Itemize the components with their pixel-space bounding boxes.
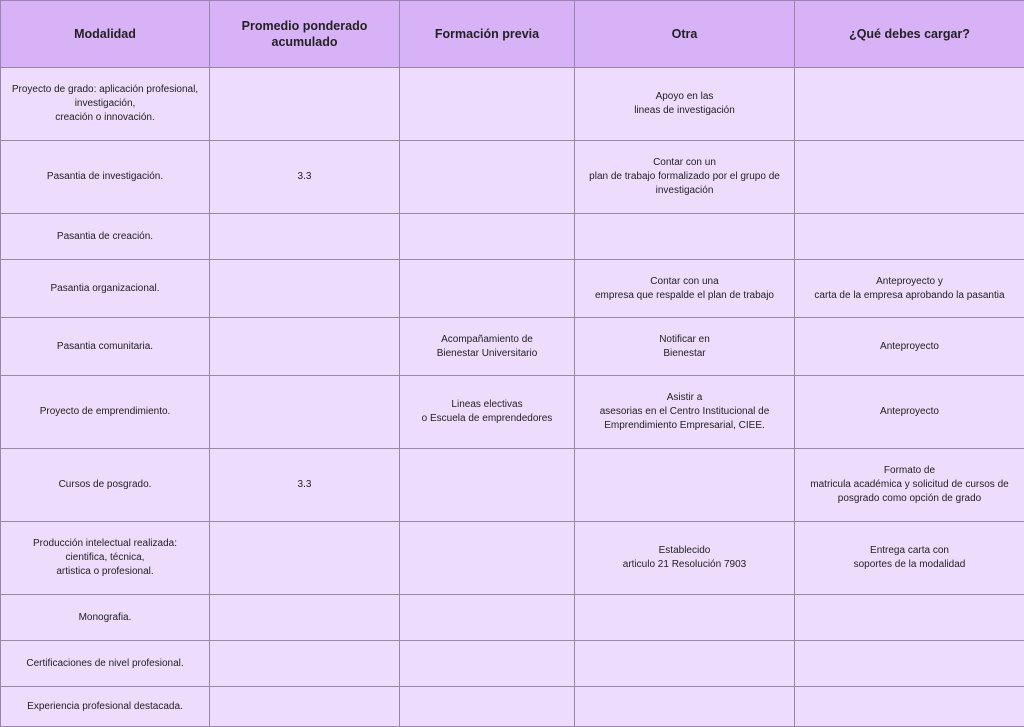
cell-formacion — [400, 68, 575, 141]
cell-otra: Contar con un plan de trabajo formalizado por el grupo de investigación — [575, 141, 795, 214]
cell-modalidad: Pasantia de creación. — [1, 214, 210, 260]
cell-modalidad: Pasantia comunitaria. — [1, 318, 210, 376]
cell-cargar: Formato de matricula académica y solicitud de cursos de posgrado como opción de grado — [795, 449, 1024, 522]
cell-formacion — [400, 687, 575, 727]
cell-otra — [575, 595, 795, 641]
cell-promedio: 3.3 — [210, 449, 400, 522]
table-row — [1, 214, 1024, 260]
cell-cargar — [795, 214, 1024, 260]
cell-modalidad: Producción intelectual realizada: cientifica, técnica, artistica o profesional. — [1, 522, 210, 595]
cell-formacion — [400, 214, 575, 260]
cell-otra: Contar con una empresa que respalde el plan de trabajo — [575, 260, 795, 318]
table-row — [1, 595, 1024, 641]
cell-modalidad: Monografia. — [1, 595, 210, 641]
table-row — [1, 68, 1024, 141]
header-formacion-previa: Formación previa — [400, 1, 575, 68]
cell-formacion: Lineas electivas o Escuela de emprendedores — [400, 376, 575, 449]
table-row — [1, 141, 1024, 214]
cell-formacion — [400, 141, 575, 214]
cell-formacion — [400, 595, 575, 641]
cell-otra — [575, 641, 795, 687]
table-row — [1, 260, 1024, 318]
table-row — [1, 449, 1024, 522]
header-que-debes-cargar: ¿Qué debes cargar? — [795, 1, 1024, 68]
cell-promedio — [210, 214, 400, 260]
cell-promedio — [210, 641, 400, 687]
cell-cargar: Anteproyecto — [795, 376, 1024, 449]
cell-cargar — [795, 595, 1024, 641]
cell-otra — [575, 449, 795, 522]
cell-modalidad: Certificaciones de nivel profesional. — [1, 641, 210, 687]
table-row — [1, 318, 1024, 376]
header-row — [1, 1, 1024, 68]
cell-formacion — [400, 449, 575, 522]
cell-modalidad: Pasantia organizacional. — [1, 260, 210, 318]
cell-modalidad: Experiencia profesional destacada. — [1, 687, 210, 727]
header-modalidad: Modalidad — [1, 1, 210, 68]
table-row — [1, 522, 1024, 595]
cell-promedio — [210, 522, 400, 595]
cell-modalidad: Proyecto de grado: aplicación profesional, investigación, creación o innovación. — [1, 68, 210, 141]
cell-promedio — [210, 687, 400, 727]
cell-cargar — [795, 687, 1024, 727]
cell-formacion — [400, 260, 575, 318]
cell-formacion — [400, 641, 575, 687]
cell-promedio — [210, 68, 400, 141]
cell-cargar: Anteproyecto — [795, 318, 1024, 376]
cell-formacion: Acompañamiento de Bienestar Universitario — [400, 318, 575, 376]
cell-modalidad: Pasantia de investigación. — [1, 141, 210, 214]
cell-promedio — [210, 595, 400, 641]
cell-cargar — [795, 641, 1024, 687]
cell-cargar — [795, 68, 1024, 141]
cell-promedio — [210, 376, 400, 449]
cell-otra: Asistir a asesorias en el Centro Institucional de Emprendimiento Empresarial, CIEE. — [575, 376, 795, 449]
header-promedio: Promedio ponderado acumulado — [210, 1, 400, 68]
table-row — [1, 376, 1024, 449]
cell-formacion — [400, 522, 575, 595]
cell-otra: Apoyo en las lineas de investigación — [575, 68, 795, 141]
cell-cargar: Entrega carta con soportes de la modalidad — [795, 522, 1024, 595]
cell-promedio — [210, 260, 400, 318]
cell-modalidad: Proyecto de emprendimiento. — [1, 376, 210, 449]
table-row — [1, 641, 1024, 687]
cell-promedio — [210, 318, 400, 376]
cell-otra: Notificar en Bienestar — [575, 318, 795, 376]
table-row — [1, 687, 1024, 727]
cell-otra — [575, 214, 795, 260]
cell-modalidad: Cursos de posgrado. — [1, 449, 210, 522]
header-otra: Otra — [575, 1, 795, 68]
cell-cargar — [795, 141, 1024, 214]
cell-promedio: 3.3 — [210, 141, 400, 214]
cell-cargar: Anteproyecto y carta de la empresa aprobando la pasantia — [795, 260, 1024, 318]
cell-otra: Establecido articulo 21 Resolución 7903 — [575, 522, 795, 595]
cell-otra — [575, 687, 795, 727]
